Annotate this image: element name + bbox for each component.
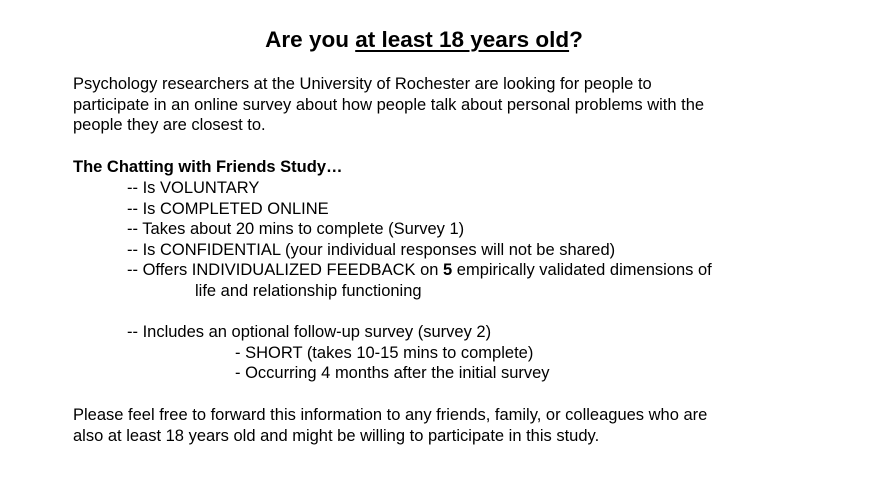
title-suffix: ? — [569, 27, 583, 52]
title-prefix: Are you — [265, 27, 356, 52]
outro-paragraph — [73, 405, 853, 446]
followup-subitem: - Occurring 4 months after the initial survey — [235, 364, 550, 382]
followup-list — [127, 322, 550, 384]
feedback-continuation: life and relationship functioning — [195, 281, 422, 300]
outro-line: Please feel free to forward this information to any friends, family, or colleagues who are — [73, 406, 708, 424]
followup-subitem: - SHORT (takes 10-15 mins to complete) — [235, 343, 534, 362]
feedback-prefix: -- Offers INDIVIDUALIZED FEEDBACK on — [127, 261, 444, 279]
study-heading: The Chatting with Friends Study… — [73, 158, 343, 176]
list-item: -- Is CONFIDENTIAL (your individual responses will not be shared) — [127, 240, 616, 259]
study-features-list — [127, 178, 712, 301]
title-underlined: at least 18 years old — [355, 27, 570, 52]
list-item: -- Is COMPLETED ONLINE — [127, 199, 329, 218]
list-item-feedback — [127, 260, 712, 281]
feedback-suffix: empirically validated dimensions of — [452, 261, 712, 279]
list-item: -- Takes about 20 mins to complete (Survey 1) — [127, 220, 465, 238]
intro-paragraph — [73, 74, 853, 136]
page-title — [0, 26, 848, 54]
outro-line: also at least 18 years old and might be willing to participate in this study. — [73, 426, 600, 445]
intro-line: participate in an online survey about how people talk about personal problems with the — [73, 95, 705, 114]
intro-line: Psychology researchers at the University of Rochester are looking for people to — [73, 75, 652, 93]
intro-line: people they are closest to. — [73, 116, 266, 134]
list-item-followup: -- Includes an optional follow-up survey (survey 2) — [127, 323, 492, 341]
list-item: -- Is VOLUNTARY — [127, 179, 260, 197]
feedback-count: 5 — [443, 261, 453, 279]
